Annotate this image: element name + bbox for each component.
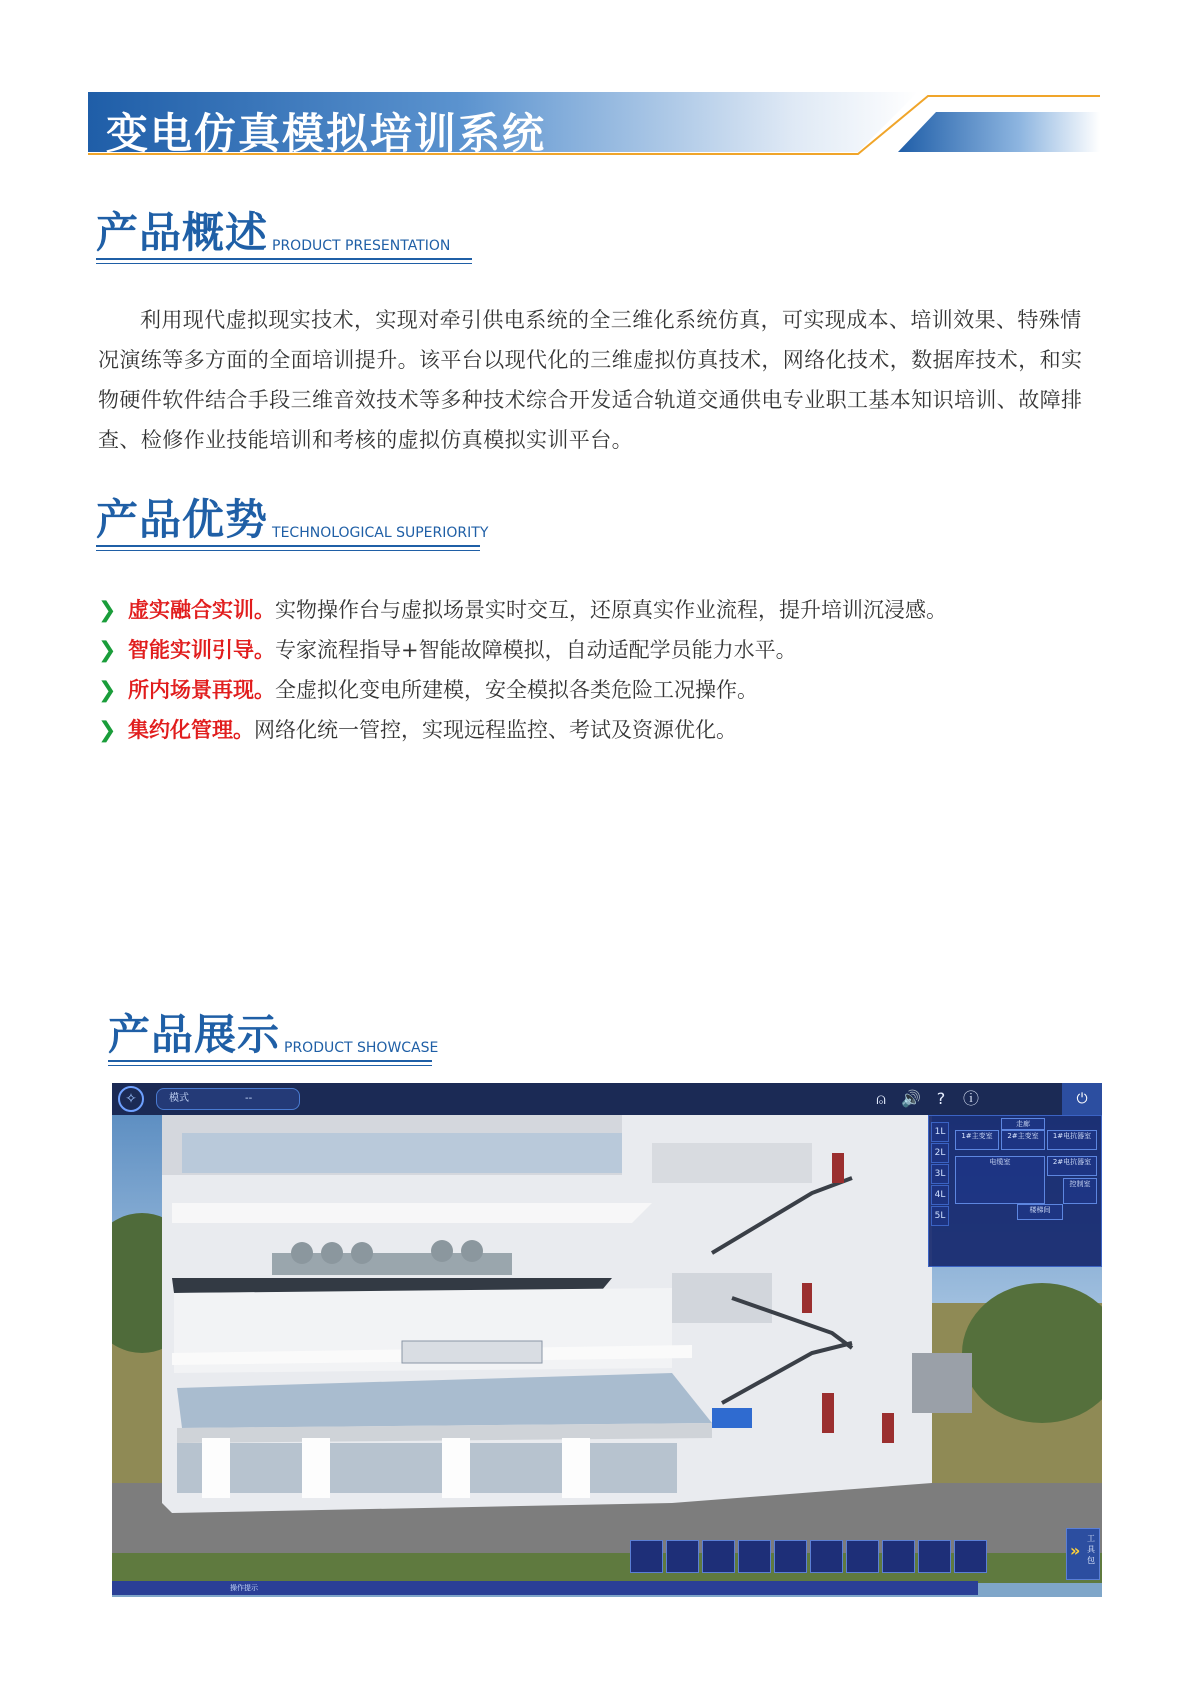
map-room[interactable]: 1#主变室 [955,1130,999,1150]
list-item [98,590,1098,630]
chevron-right-icon: ❯ [98,638,117,663]
double-chevron-icon: » [1070,1541,1081,1560]
toolbar-slot[interactable] [702,1540,735,1573]
mode-label: 模式 [169,1093,189,1104]
speaker-icon[interactable]: 🔊 [901,1089,921,1108]
toolbar-slot[interactable] [630,1540,663,1573]
user-icon[interactable]: ⍝ [876,1089,886,1108]
status-bar-label: 操作提示 [230,1584,258,1592]
app-logo-icon: ✧ [118,1086,144,1112]
title-banner [88,92,1100,162]
advantage-desc: 网络化统一管控，实现远程监控、考试及资源优化。 [254,718,737,742]
mode-value: -- [245,1093,253,1104]
advantage-key: 所内场景再现。 [128,678,275,702]
divider [108,1060,432,1062]
section-title-en: PRODUCT SHOWCASE [284,1040,439,1056]
list-item [98,710,1098,750]
map-room[interactable]: 控制室 [1063,1178,1097,1204]
chevron-right-icon: ❯ [98,598,117,623]
section-heading-showcase [108,1002,438,1062]
list-item [98,630,1098,670]
advantage-desc: 全虚拟化变电所建模，安全模拟各类危险工况操作。 [275,678,758,702]
toolbar-slot[interactable] [954,1540,987,1573]
chevron-right-icon: ❯ [98,718,117,743]
section-title-cn: 产品展示 [108,1010,281,1059]
toolbar-slot[interactable] [846,1540,879,1573]
toolbar-slot[interactable] [738,1540,771,1573]
section-title-cn: 产品优势 [96,495,269,544]
advantage-key: 虚实融合实训。 [128,598,275,622]
advantage-key: 集约化管理。 [128,718,254,742]
toolbar-slot[interactable] [666,1540,699,1573]
list-item [98,670,1098,710]
toolbar-slot[interactable] [774,1540,807,1573]
chevron-right-icon: ❯ [98,678,117,703]
map-room[interactable]: 楼梯间 [1017,1204,1063,1220]
section-heading-overview [96,200,450,260]
section-title-en: PRODUCT PRESENTATION [272,238,451,254]
advantage-desc: 实物操作台与虚拟场景实时交互，还原真实作业流程，提升培训沉浸感。 [275,598,947,622]
floor-tab[interactable]: 2L [931,1143,949,1163]
floor-tab[interactable]: 1L [931,1122,949,1142]
product-screenshot [112,1083,1102,1597]
divider [96,263,472,264]
map-room[interactable]: 电缆室 [955,1156,1045,1204]
toolkit-label: 工具包 [1087,1534,1095,1565]
exit-button[interactable]: ⏻ [1062,1083,1102,1115]
section-title-cn: 产品概述 [96,208,269,257]
map-room[interactable]: 走廊 [1001,1118,1045,1130]
advantage-key: 智能实训引导。 [128,638,275,662]
toolbar-slot[interactable] [882,1540,915,1573]
mode-selector[interactable] [156,1088,300,1110]
map-room[interactable]: 2#电抗器室 [1047,1156,1097,1176]
divider [96,550,480,551]
section-title-en: TECHNOLOGICAL SUPERIORITY [272,525,489,541]
info-icon[interactable]: ⓘ [962,1089,979,1108]
toolkit-button[interactable] [1066,1528,1100,1580]
section-heading-advantages [96,487,488,547]
help-icon[interactable]: ? [936,1089,946,1108]
page-title: 变电仿真模拟培训系统 [106,109,547,158]
floor-tab[interactable]: 4L [931,1185,949,1205]
map-room[interactable]: 1#电抗器室 [1047,1130,1097,1150]
floor-tab[interactable]: 3L [931,1164,949,1184]
advantage-list [98,590,1098,750]
divider [108,1065,432,1066]
floor-minimap [928,1115,1102,1267]
floor-tab[interactable]: 5L [931,1206,949,1226]
status-bar [112,1581,978,1595]
map-room[interactable]: 2#主变室 [1001,1130,1045,1150]
toolbar-slot[interactable] [810,1540,843,1573]
divider [96,545,480,547]
overview-paragraph: 利用现代虚拟现实技术，实现对牵引供电系统的全三维化系统仿真，可实现成本、培训效果、特殊情况演练等多方面的全面培训提升。该平台以现代化的三维虚拟仿真技术，网络化技术，数据库技术，和实物硬件软件结合手段三维音效技术等多种技术综合开发适合轨道交通供电专业职工基本知识培训、故障排查、检修作业技能培训和考核的虚拟仿真模拟实训平台。 [98,308,1083,452]
toolbar-slot[interactable] [918,1540,951,1573]
divider [96,258,472,260]
app-toolbar [112,1083,1102,1115]
advantage-desc: 专家流程指导+智能故障模拟，自动适配学员能力水平。 [275,638,797,662]
